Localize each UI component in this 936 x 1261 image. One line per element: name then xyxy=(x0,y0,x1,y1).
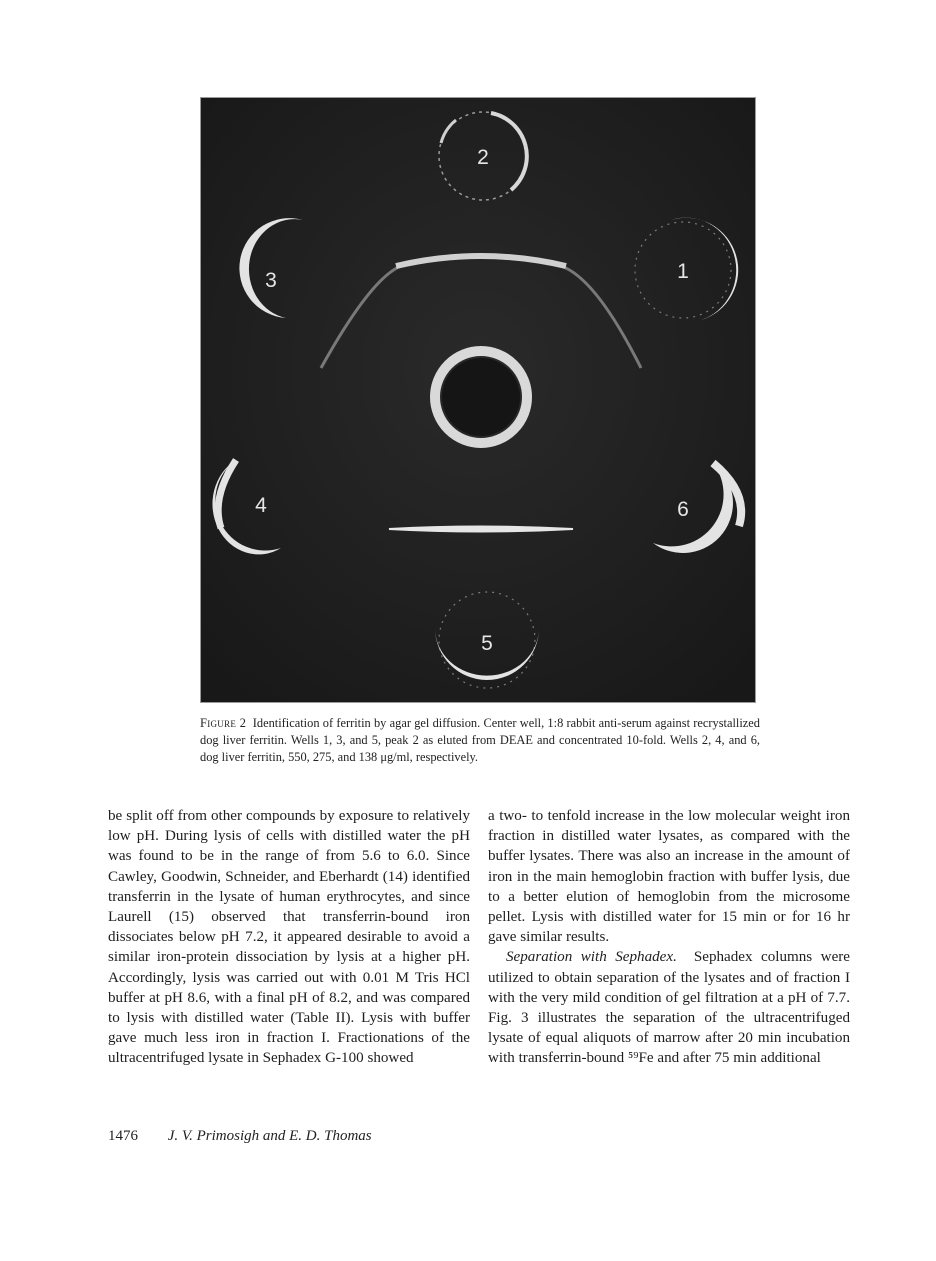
page-number: 1476 xyxy=(108,1128,138,1144)
well-label-6: 6 xyxy=(677,498,689,521)
gel-diffusion-image xyxy=(201,98,755,702)
body-column-left xyxy=(108,806,470,1069)
footer-authors: J. V. Primosigh and E. D. Thomas xyxy=(167,1128,372,1144)
figure-photo xyxy=(200,97,756,703)
figure-caption-label: Figure 2 xyxy=(200,716,247,730)
paragraph-left: be split off from other compounds by exposure to relatively low pH. During lysis of cells with distilled water the pH was found to be in the range of from 5.6 to 6.0. Since Cawley, Goodwin, Schneider, and Eberhardt (14) identified transferrin in the lysate of human erythrocytes, and since Laurell (15) observed that transferrin-bound iron dissociates below pH 7.2, it appeared desirable to avoid a similar iron-protein dissociation by lysis at a higher pH. Accordingly, lysis was carried out with 0.01 M Tris HCl buffer at pH 8.6, with a final pH of 8.2, and was compared to lysis with distilled water (Table II). Lysis with buffer gave much less iron in fraction I. Fractionations of the ultracentrifuged lysate in Sephadex G-100 showed xyxy=(108,808,470,1067)
precipitin-band-bottom xyxy=(389,527,573,532)
well-label-2: 2 xyxy=(477,146,489,169)
paragraph-right-1: a two- to tenfold increase in the low molecular weight iron fraction in distilled water lysates, as compared with the buffer lysates. There was also an increase in the amount of iron in the main hemoglobin fraction with buffer lysis, due to a better elution of hemoglobin from the microsome pellet. Lysis with distilled water for 15 min or for 16 hr gave similar results. xyxy=(488,808,850,946)
paragraph-right-2-text: Sephadex columns were utilized to obtain separation of the lysates and of fraction I with the very mild condition of gel filtration at a pH of 7.7. Fig. 3 illustrates the separation of the ultracentrifuged lysate of equal aliquots of marrow after 20 min incubation with transferrin-bound ⁵⁹Fe and after 75 min additional xyxy=(488,949,850,1067)
figure-caption xyxy=(200,715,760,766)
page-footer xyxy=(108,1128,372,1145)
well-label-5: 5 xyxy=(481,632,493,655)
center-well xyxy=(435,351,527,443)
figure-caption-text: Identification of ferritin by agar gel diffusion. Center well, 1:8 rabbit anti-serum against recrystallized dog liver ferritin. Wells 1, 3, and 5, peak 2 as eluted from DEAE and concentrated 10-fold. Wells 2, 4, and 6, dog liver ferritin, 550, 275, and 138 μg/ml, respectively. xyxy=(200,716,760,764)
well-label-4: 4 xyxy=(255,494,267,517)
well-label-1: 1 xyxy=(677,260,689,283)
section-heading: Separation with Sephadex. xyxy=(506,949,677,966)
well-label-3: 3 xyxy=(265,269,277,292)
body-column-right xyxy=(488,806,850,1069)
paragraph-right-2 xyxy=(488,947,850,1068)
